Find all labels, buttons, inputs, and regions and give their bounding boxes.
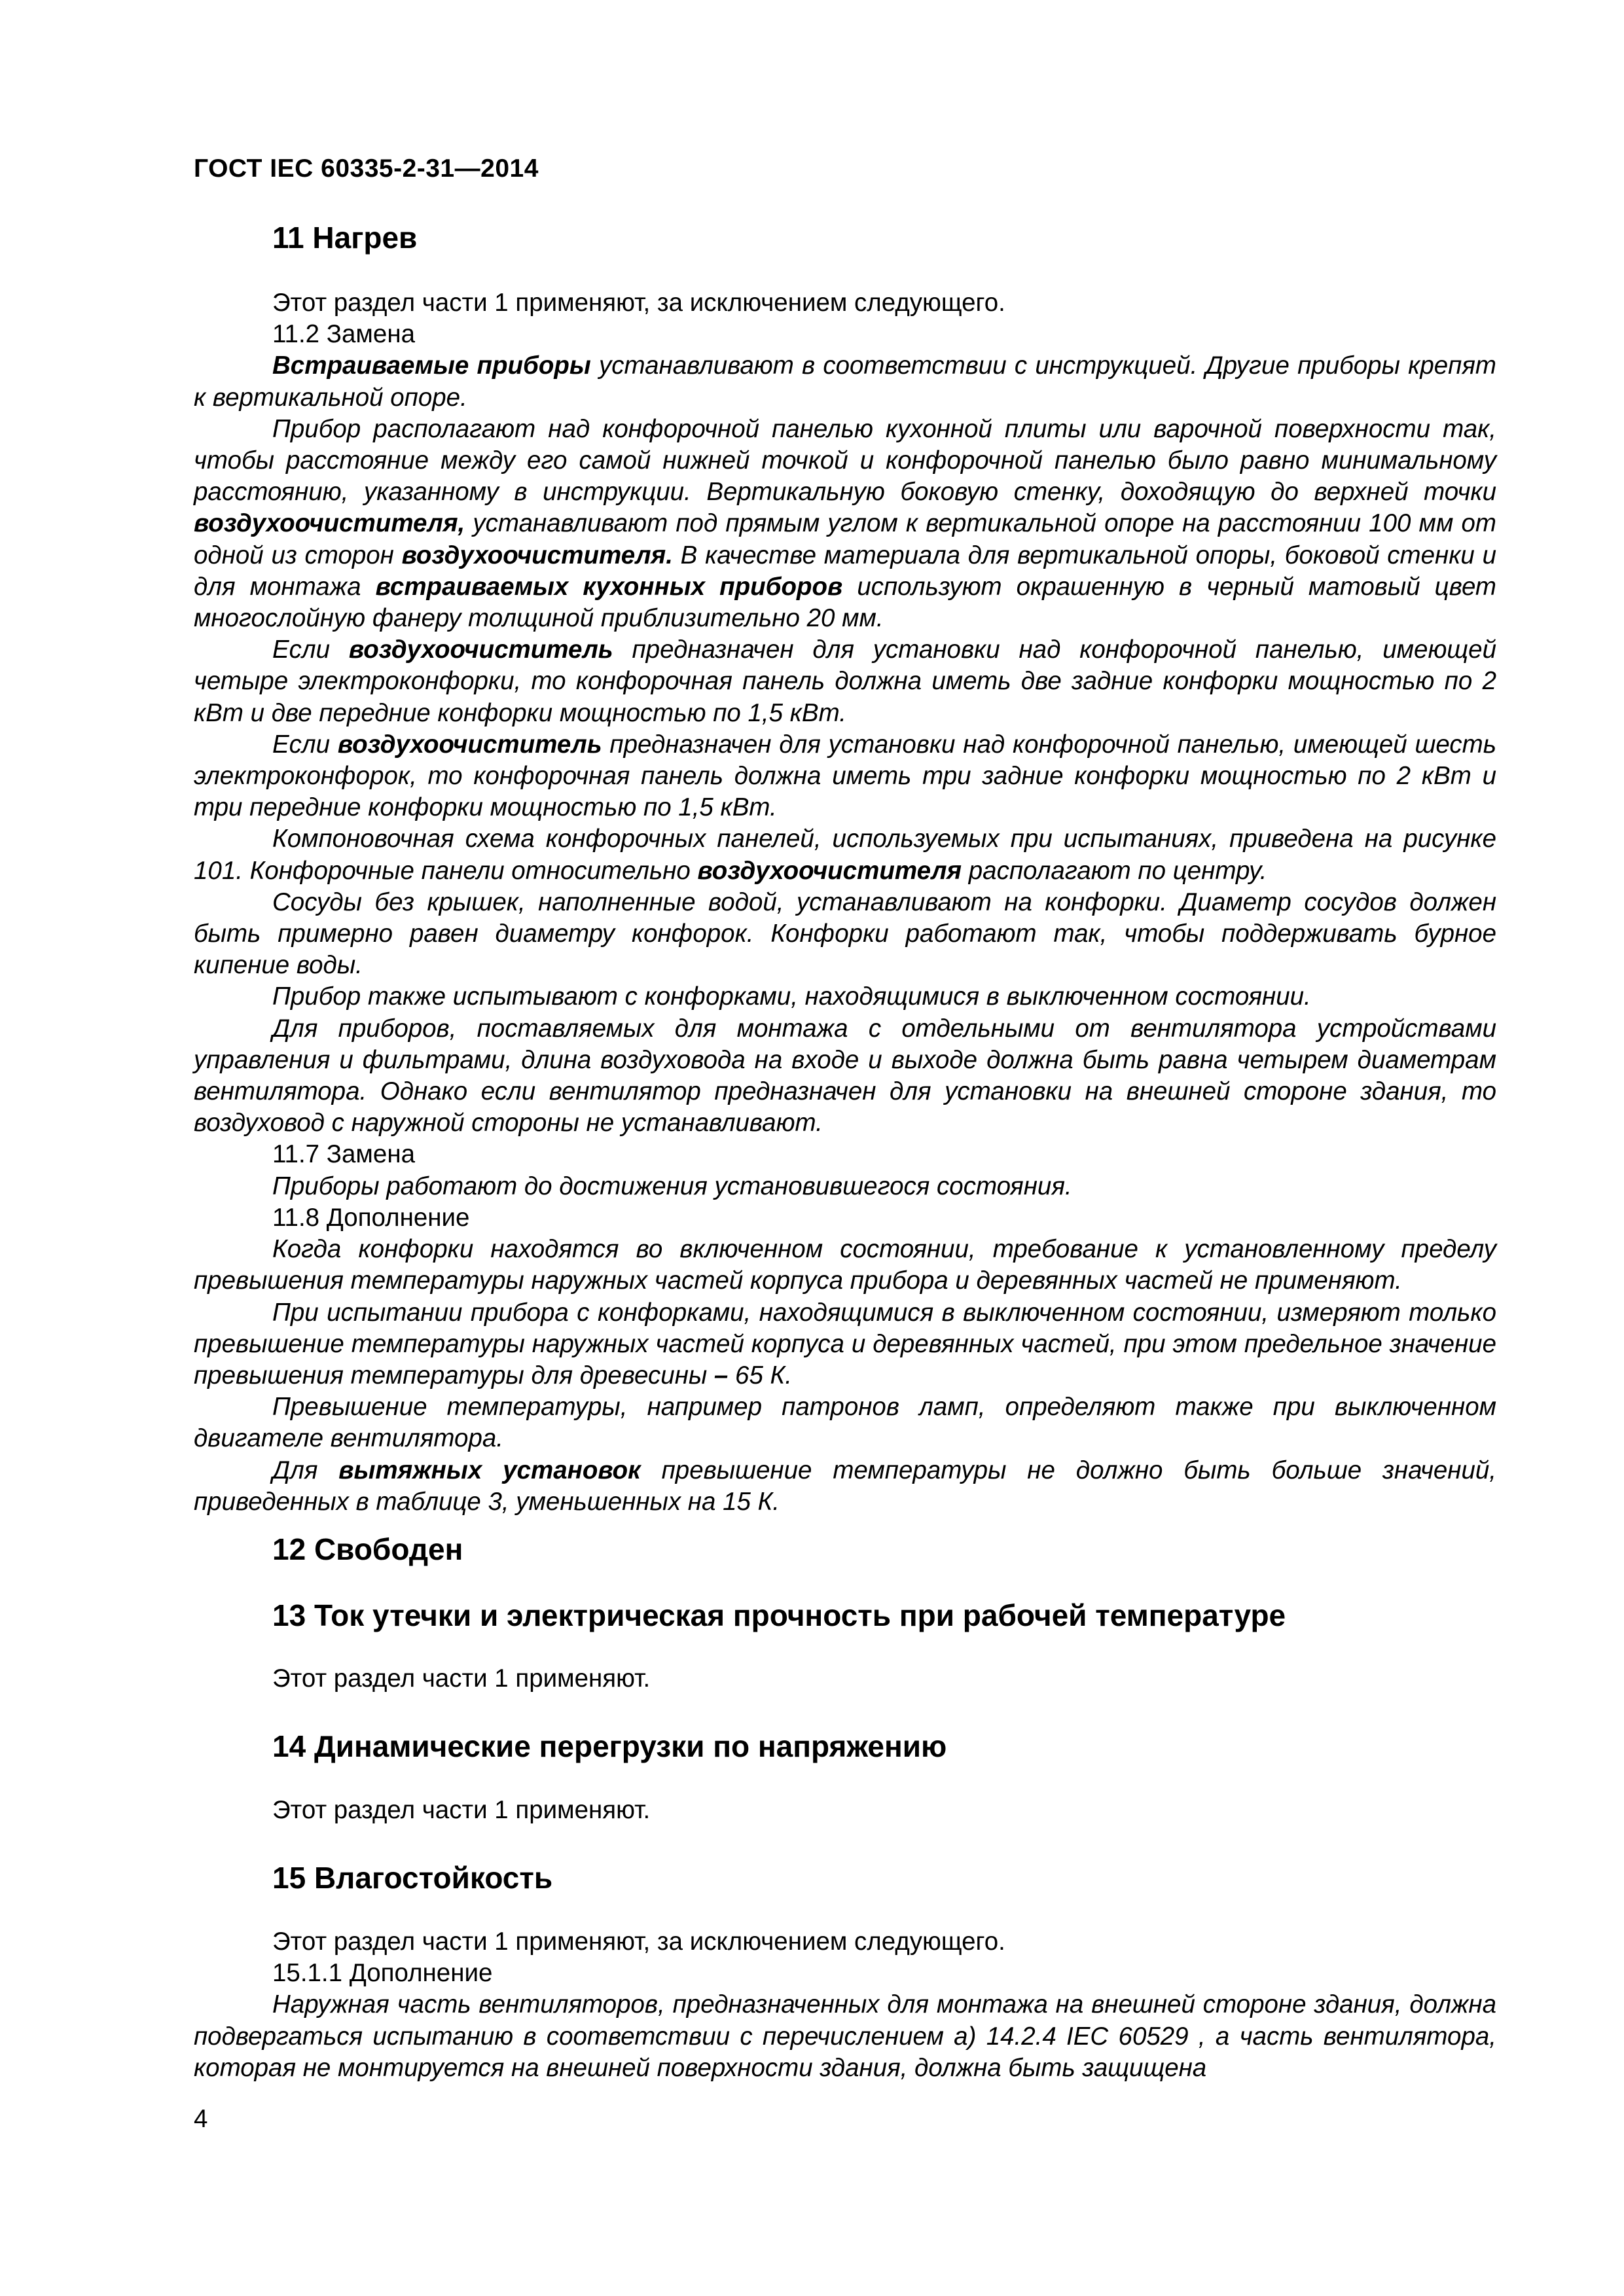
clause-11-2-paragraph-8: Для приборов, поставляемых для монтажа с отдельными от вентилятора устройствами управления и фильтрами, длина воздуховода на входе и выходе должна быть равна четырем диаметрам вентилятора. Однако если вентилятор предназначен для установки на внешней стороне здания, то воздуховод с наружной стороны не устанавливают. [194,1014,1496,1138]
section-14-text: Этот раздел части 1 применяют. [272,1796,651,1824]
clause-11-8-paragraph-3: Превышение температуры, например патронов ламп, определяют также при выключенном двигателе вентилятора. [194,1393,1496,1453]
clause-15-1-1-paragraph: Наружная часть вентиляторов, предназначенных для монтажа на внешней стороне здания, должна подвергаться испытанию в соответствии с перечислением а) 14.2.4 IEC 60529 , а часть вентилятора, которая не монтируется на внешней поверхности здания, должна быть защищена [194,1990,1496,2082]
section-11-intro: Этот раздел части 1 применяют, за исключением следующего. [272,289,1005,317]
section-15-title: 15 Влагостойкость [272,1861,553,1895]
section-13-title: 13 Ток утечки и электрическая прочность при рабочей температуре [272,1598,1286,1632]
section-14-title: 14 Динамические перегрузки по напряжению [272,1729,947,1763]
clause-11-2-paragraph-3: Если воздухоочиститель предназначен для установки над конфорочной панелью, имеющей четыре электроконфорки, то конфорочная панель должна иметь две задние конфорки мощностью по 2 кВт и две передние конфорки мощностью по 1,5 кВт. [194,636,1496,727]
term-range-hood: воздухоочистителя. [401,541,673,569]
term-range-hood: воздухоочиститель [337,730,602,759]
clause-11-8-paragraph-1: Когда конфорки находятся во включенном состоянии, требование к установленному пределу превышения температуры наружных частей корпуса прибора и деревянных частей не применяют. [194,1235,1496,1295]
term-exhaust-units: вытяжных установок [338,1456,641,1484]
term-built-in-kitchen-appliances: встраиваемых кухонных приборов [375,572,843,601]
section-13-text: Этот раздел части 1 применяют. [272,1664,651,1693]
clause-11-7-heading: 11.7 Замена [272,1140,415,1169]
clause-15-1-1-heading: 15.1.1 Дополнение [272,1959,493,1988]
section-11-body [194,287,1496,1518]
term-built-in-appliances: Встраиваемые приборы [272,351,591,380]
clause-11-2-heading: 11.2 Замена [272,320,415,349]
term-range-hood: воздухоочистителя, [194,509,465,538]
standard-designation: ГОСТ IEC 60335-2-31—2014 [194,154,539,183]
section-11-title: 11 Нагрев [272,221,418,255]
page-number: 4 [194,2105,208,2133]
clause-11-7-paragraph: Приборы работают до достижения установившегося состояния. [272,1172,1072,1200]
section-12-title: 12 Свободен [272,1532,463,1566]
clause-11-2-paragraph-5: Компоновочная схема конфорочных панелей, используемых при испытаниях, приведена на рисунке 101. Конфорочные панели относительно воздухоочистителя располагают по центру. [194,825,1496,885]
clause-11-8-paragraph-2: При испытании прибора с конфорками, находящимися в выключенном состоянии, измеряют только превышение температуры наружных частей корпуса и деревянных частей, при этом предельное значение превышения температуры для древесины – 65 К. [194,1298,1496,1390]
section-15-intro: Этот раздел части 1 применяют, за исключением следующего. [272,1928,1005,1956]
clause-11-2-paragraph-4: Если воздухоочиститель предназначен для установки над конфорочной панелью, имеющей шесть электроконфорок, то конфорочная панель должна иметь три задние конфорки мощностью по 2 кВт и три передние конфорки мощностью по 1,5 кВт. [194,730,1496,822]
clause-11-8-paragraph-4: Для вытяжных установок превышение температуры не должно быть больше значений, приведенных в таблице 3, уменьшенных на 15 К. [194,1456,1496,1516]
section-15-body [194,1926,1496,2084]
clause-11-8-heading: 11.8 Дополнение [272,1203,470,1232]
clause-11-2-paragraph-1: Встраиваемые приборы устанавливают в соответствии с инструкцией. Другие приборы крепят к вертикальной опоре. [194,351,1496,412]
term-range-hood: воздухоочистителя [697,856,962,885]
clause-11-2-paragraph-6: Сосуды без крышек, наполненные водой, устанавливают на конфорки. Диаметр сосудов должен быть примерно равен диаметру конфорок. Конфорки работают так, чтобы поддерживать бурное кипение воды. [194,888,1496,980]
clause-11-2-paragraph-2: Прибор располагают над конфорочной панелью кухонной плиты или варочной поверхности так, чтобы расстояние между его самой нижней точкой и конфорочной панелью было равно минимальному расстоянию, указанному в инструкции. Вертикальную боковую стенку, доходящую до верхней точки воздухоочистителя, устанавливают под прямым углом к вертикальной опоре на расстоянии 100 мм от одной из сторон воздухоочистителя. В качестве материала для вертикальной опоры, боковой стенки и для монтажа встраиваемых кухонных приборов используют окрашенную в черный матовый цвет многослойную фанеру толщиной приблизительно 20 мм. [194,414,1496,633]
term-range-hood: воздухоочиститель [348,636,613,664]
clause-11-2-paragraph-7: Прибор также испытывают с конфорками, находящимися в выключенном состоянии. [272,982,1311,1011]
